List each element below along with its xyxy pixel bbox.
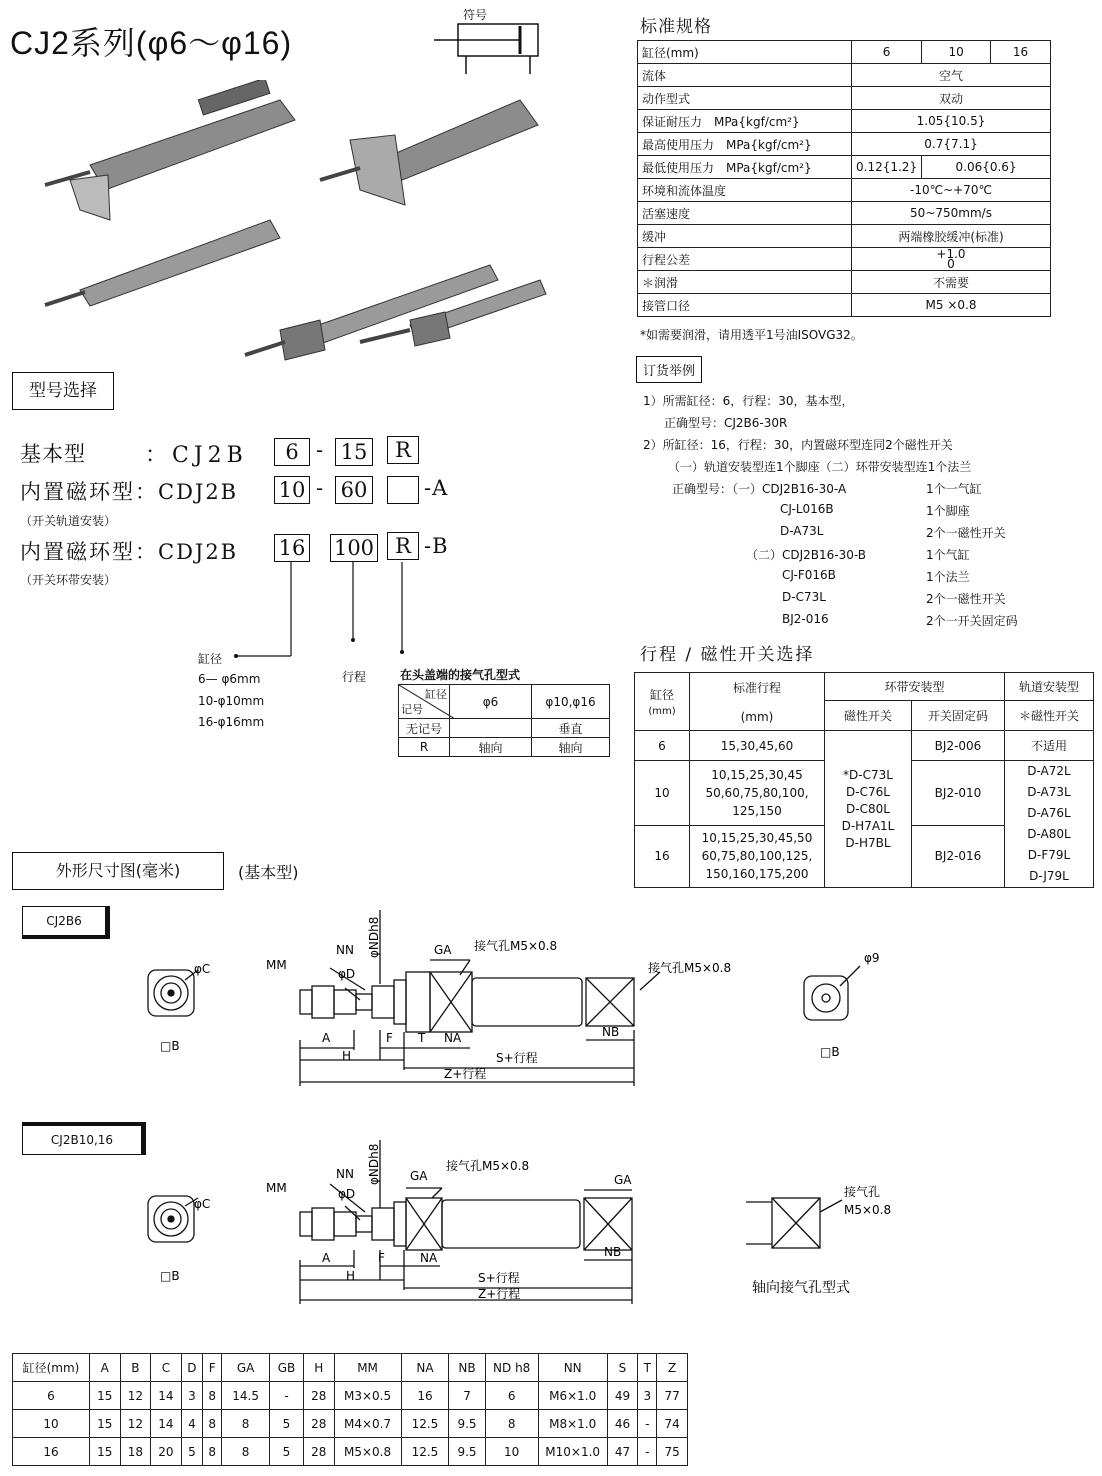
label-Z: Z+行程 xyxy=(478,1287,521,1301)
label-NDh8: φNDh8 xyxy=(367,1143,381,1185)
spec-heading: 标准规格 xyxy=(640,17,712,37)
bore-box-6: 6 xyxy=(274,438,310,466)
photo-cylinder-1 xyxy=(45,80,295,220)
order-line: 1个法兰 xyxy=(926,570,970,584)
dim-h: GA xyxy=(222,1354,270,1382)
order-line: D-C73L xyxy=(782,590,826,604)
sw-fix: BJ2-006 xyxy=(912,731,1005,761)
dash: - xyxy=(316,438,325,462)
dim-cell: 15 xyxy=(90,1410,121,1438)
dim-cell: - xyxy=(270,1382,304,1410)
drawing-cj2b6 xyxy=(0,900,1100,1110)
sw-h-stroke-text: 标准行程 xyxy=(732,681,781,695)
suffix-a: -A xyxy=(424,476,449,500)
spec-label: 行程公差 xyxy=(638,248,852,271)
sw-mag-list: *D-C73L D-C76L D-C80L D-H7A1L D-H7BL xyxy=(825,731,912,888)
order-heading: 订货举例 xyxy=(636,356,702,383)
dim-cell: 47 xyxy=(607,1438,638,1466)
dim-h: Z xyxy=(657,1354,688,1382)
dim-header-row xyxy=(13,1354,688,1382)
spec-row xyxy=(638,225,1051,248)
port-corner xyxy=(399,685,450,719)
side-view xyxy=(300,910,660,1086)
port-corner-top: 缸径 xyxy=(425,688,447,701)
dim-cell: 12 xyxy=(120,1382,151,1410)
axial-port-view xyxy=(746,1198,842,1248)
spec-label: ＊润滑 xyxy=(638,271,852,294)
label-T: T xyxy=(418,1031,426,1045)
sw-h-bore-unit: (mm) xyxy=(648,706,676,717)
dim-cell: 7 xyxy=(449,1382,485,1410)
dim-cell: 6 xyxy=(13,1382,90,1410)
spec-value: -10℃~+70℃ xyxy=(852,179,1051,202)
dim-h: NB xyxy=(449,1354,485,1382)
dim-cell: 10 xyxy=(485,1438,538,1466)
spec-label: 环境和流体温度 xyxy=(638,179,852,202)
dim-cell: 4 xyxy=(181,1410,202,1438)
label-GA-right: GA xyxy=(614,1173,632,1187)
sw-rail: 不适用 xyxy=(1005,731,1094,761)
label-B-right: □B xyxy=(820,1045,840,1059)
dim-cell: - xyxy=(638,1438,657,1466)
sw-rail-list: D-A72L D-A73L D-A76L D-A80L D-F79L D-J79L xyxy=(1005,761,1094,888)
port-cell: 垂直 xyxy=(532,719,610,738)
model-leader-lines xyxy=(220,560,420,670)
dim-cell: 12.5 xyxy=(401,1438,449,1466)
order-line: 1个气缸 xyxy=(926,548,970,562)
spec-label: 最低使用压力 MPa{kgf/cm²} xyxy=(638,156,852,179)
dim-cell: 14 xyxy=(151,1382,182,1410)
dim-h: F xyxy=(203,1354,222,1382)
dim-cell: M8×1.0 xyxy=(538,1410,607,1438)
label-axial-port1: 接气孔 xyxy=(844,1185,881,1199)
label-NN: NN xyxy=(336,1167,354,1181)
dimension-table xyxy=(12,1353,688,1466)
sw-bore: 10 xyxy=(635,761,690,826)
dim-cell: 16 xyxy=(13,1438,90,1466)
model-mag-note-b: （开关环带安装） xyxy=(20,573,117,587)
spec-row xyxy=(638,179,1051,202)
axial-caption: 轴向接气孔型式 xyxy=(752,1280,850,1296)
order-line: 1个脚座 xyxy=(926,504,970,518)
spec-row xyxy=(638,87,1051,110)
spec-value: 1.05{10.5} xyxy=(852,110,1051,133)
spec-header-16: 16 xyxy=(991,41,1051,64)
dim-cell: 46 xyxy=(607,1410,638,1438)
sw-fix: BJ2-010 xyxy=(912,761,1005,826)
label-S: S+行程 xyxy=(478,1271,520,1285)
label-phi9: φ9 xyxy=(864,951,880,965)
dim-cell: 28 xyxy=(303,1382,334,1410)
dim-cell: 3 xyxy=(638,1382,657,1410)
dim-cell: 8 xyxy=(203,1410,222,1438)
label-Z: Z+行程 xyxy=(444,1067,487,1081)
spec-label: 活塞速度 xyxy=(638,202,852,225)
dim-cell: 6 xyxy=(485,1382,538,1410)
dim-cell: 20 xyxy=(151,1438,182,1466)
stroke-box-100: 100 xyxy=(330,534,378,562)
spec-label: 最高使用压力 MPa{kgf/cm²} xyxy=(638,133,852,156)
dim-h: T xyxy=(638,1354,657,1382)
spec-row xyxy=(638,294,1051,317)
label-NB: NB xyxy=(602,1025,620,1039)
sw-bore: 16 xyxy=(635,825,690,888)
order-line: 正确型号：CJ2B6-30R xyxy=(664,416,788,430)
dim-h: GB xyxy=(270,1354,304,1382)
dim-cell: M3×0.5 xyxy=(334,1382,401,1410)
end-view-left xyxy=(148,970,198,1016)
spec-value: 50~750mm/s xyxy=(852,202,1051,225)
dim-h: B xyxy=(120,1354,151,1382)
model-heading: 型号选择 xyxy=(12,372,114,410)
sw-h-rail: 轨道安装型 xyxy=(1005,673,1094,701)
label-MM: MM xyxy=(266,958,287,972)
stroke-box-15: 15 xyxy=(335,438,373,466)
bore-label: 缸径 xyxy=(198,652,223,666)
dim-cell: 49 xyxy=(607,1382,638,1410)
dim-cell: 14 xyxy=(151,1410,182,1438)
sw-h-fix: 开关固定码 xyxy=(912,701,1005,731)
port-cell: 轴向 xyxy=(532,738,610,757)
drawing-cj2b10-16 xyxy=(0,1140,1100,1320)
dim-cell: 74 xyxy=(657,1410,688,1438)
label-B: □B xyxy=(160,1039,180,1053)
label-C: φC xyxy=(194,962,211,976)
drawing-basic-note: (基本型) xyxy=(238,863,299,882)
dim-h: S xyxy=(607,1354,638,1382)
bore-item: 16-φ16mm xyxy=(198,715,265,729)
bore-item: 6— φ6mm xyxy=(198,672,261,686)
end-view-left-2 xyxy=(148,1196,198,1242)
product-photos xyxy=(30,80,590,380)
tag-cj2b10-16: CJ2B10,16 xyxy=(22,1122,146,1155)
sw-h-stroke xyxy=(690,673,825,731)
spec-row xyxy=(638,202,1051,225)
dim-row-10 xyxy=(13,1410,688,1438)
spec-row xyxy=(638,156,1051,179)
dim-h: MM xyxy=(334,1354,401,1382)
dim-cell: 15 xyxy=(90,1438,121,1466)
order-line: CJ-L016B xyxy=(780,502,834,516)
port-cell: 轴向 xyxy=(450,738,532,757)
dim-cell: 3 xyxy=(181,1382,202,1410)
stroke-label: 行程 xyxy=(342,670,367,684)
order-line: BJ2-016 xyxy=(782,612,829,626)
sw-fix: BJ2-016 xyxy=(912,825,1005,888)
dim-cell: 28 xyxy=(303,1410,334,1438)
order-line: 2个一开关固定码 xyxy=(926,614,1018,628)
dim-cell: 14.5 xyxy=(222,1382,270,1410)
spec-value: 两端橡胶缓冲(标准) xyxy=(852,225,1051,248)
sw-h-bore xyxy=(635,673,690,731)
sw-h-rail-mag: ＊磁性开关 xyxy=(1005,701,1094,731)
switch-heading: 行程 / 磁性开关选择 xyxy=(640,645,815,665)
port-col2: φ10,φ16 xyxy=(532,685,610,719)
dim-cell: 77 xyxy=(657,1382,688,1410)
spec-label: 缓冲 xyxy=(638,225,852,248)
sw-stroke: 10,15,25,30,45 50,60,75,80,100, 125,150 xyxy=(690,761,825,826)
dim-cell: 5 xyxy=(270,1438,304,1466)
sw-h-mag: 磁性开关 xyxy=(825,701,912,731)
dim-cell: 75 xyxy=(657,1438,688,1466)
suffix-b: -B xyxy=(424,534,449,558)
label-port: 接气孔M5×0.8 xyxy=(446,1159,530,1173)
dim-h: A xyxy=(90,1354,121,1382)
spec-row xyxy=(638,248,1051,271)
label-MM: MM xyxy=(266,1181,287,1195)
dim-cell: 8 xyxy=(485,1410,538,1438)
label-port: 接气孔M5×0.8 xyxy=(474,939,558,953)
dim-h: D xyxy=(181,1354,202,1382)
dim-cell: 18 xyxy=(120,1438,151,1466)
dim-row-16 xyxy=(13,1438,688,1466)
port-box-empty xyxy=(387,476,419,504)
model-mag-note-a: （开关轨道安装） xyxy=(20,514,117,528)
spec-label: 动作型式 xyxy=(638,87,852,110)
dim-cell: 9.5 xyxy=(449,1438,485,1466)
spec-header-bore: 缸径(mm) xyxy=(638,41,852,64)
port-cell: R xyxy=(399,738,450,757)
dash: - xyxy=(316,476,325,500)
bore-box-10: 10 xyxy=(274,476,310,504)
spec-value: M5 ×0.8 xyxy=(852,294,1051,317)
port-cell: 无记号 xyxy=(399,719,450,738)
dim-h: C xyxy=(151,1354,182,1382)
dim-h: NN xyxy=(538,1354,607,1382)
spec-label: 流体 xyxy=(638,64,852,87)
order-line: 2个一磁性开关 xyxy=(926,592,1006,606)
label-H: H xyxy=(342,1049,352,1063)
dim-cell: 5 xyxy=(270,1410,304,1438)
dim-cell: 12 xyxy=(120,1410,151,1438)
spec-row xyxy=(638,110,1051,133)
sw-row xyxy=(635,731,1094,761)
order-line: 2个一磁性开关 xyxy=(926,526,1006,540)
tolerance-bottom: 0 xyxy=(947,257,955,271)
bore-item: 10-φ10mm xyxy=(198,694,265,708)
label-axial-port2: M5×0.8 xyxy=(844,1203,892,1217)
label-NA: NA xyxy=(444,1031,462,1045)
port-col1: φ6 xyxy=(450,685,532,719)
spec-header-row xyxy=(638,41,1051,64)
sw-h-bore-text: 缸径 xyxy=(649,688,674,702)
tag-cj2b6: CJ2B6 xyxy=(22,906,110,939)
model-basic-code: ：CJ2B xyxy=(145,443,248,468)
dim-cell: 10 xyxy=(13,1410,90,1438)
sw-h-band: 环带安装型 xyxy=(825,673,1005,701)
dim-cell: M5×0.8 xyxy=(334,1438,401,1466)
dim-cell: 8 xyxy=(203,1438,222,1466)
dim-cell: M10×1.0 xyxy=(538,1438,607,1466)
dim-h: ND h8 xyxy=(485,1354,538,1382)
label-NB: NB xyxy=(604,1245,622,1259)
dim-cell: 5 xyxy=(181,1438,202,1466)
label-F: F xyxy=(378,1251,385,1265)
spec-label: 保证耐压力 MPa{kgf/cm²} xyxy=(638,110,852,133)
sw-stroke: 10,15,25,30,45,50 60,75,80,100,125, 150,160,175,200 xyxy=(690,825,825,888)
label-C: φC xyxy=(194,1197,211,1211)
label-port-2: 接气孔M5×0.8 xyxy=(648,961,732,975)
port-box-r: R xyxy=(387,436,419,464)
spec-label: 接管口径 xyxy=(638,294,852,317)
spec-row xyxy=(638,133,1051,156)
spec-row xyxy=(638,64,1051,87)
label-H: H xyxy=(346,1269,356,1283)
photo-cylinder-2 xyxy=(320,100,538,205)
photo-cylinder-3 xyxy=(45,220,280,306)
dim-h: H xyxy=(303,1354,334,1382)
label-D: φD xyxy=(338,1187,356,1201)
model-mag-label-b: 内置磁环型：CDJ2B xyxy=(20,540,239,564)
symbol-label: 符号 xyxy=(463,8,488,22)
dim-cell: 9.5 xyxy=(449,1410,485,1438)
dim-h: NA xyxy=(401,1354,449,1382)
port-box-r2: R xyxy=(387,532,419,560)
spec-value xyxy=(852,248,1051,271)
end-view-right xyxy=(804,966,860,1020)
dim-cell: 16 xyxy=(401,1382,449,1410)
sw-bore: 6 xyxy=(635,731,690,761)
label-S: S+行程 xyxy=(496,1051,538,1065)
order-line: （二）CDJ2B16-30-B xyxy=(746,548,867,562)
label-NN: NN xyxy=(336,943,354,957)
port-corner-bottom: 记号 xyxy=(401,703,423,716)
label-F: F xyxy=(386,1031,393,1045)
dim-row-6 xyxy=(13,1382,688,1410)
dim-cell: 15 xyxy=(90,1382,121,1410)
port-table xyxy=(398,684,610,757)
dim-cell: M4×0.7 xyxy=(334,1410,401,1438)
drawing-heading: 外形尺寸图(毫米) xyxy=(12,852,224,890)
sw-stroke: 15,30,45,60 xyxy=(690,731,825,761)
order-line: 1个一气缸 xyxy=(926,482,982,496)
switch-table xyxy=(634,672,1094,888)
order-line: CJ-F016B xyxy=(782,568,836,582)
port-cell xyxy=(450,719,532,738)
spec-value: 不需要 xyxy=(852,271,1051,294)
dim-cell: - xyxy=(638,1410,657,1438)
spec-header-6: 6 xyxy=(852,41,922,64)
dim-cell: M6×1.0 xyxy=(538,1382,607,1410)
spec-row xyxy=(638,271,1051,294)
dim-cell: 8 xyxy=(203,1382,222,1410)
label-GA: GA xyxy=(410,1169,428,1183)
label-A: A xyxy=(322,1251,331,1265)
label-NA: NA xyxy=(420,1251,438,1265)
spec-header-10: 10 xyxy=(922,41,991,64)
dim-cell: 8 xyxy=(222,1410,270,1438)
order-line: 1）所需缸径：6，行程：30，基本型， xyxy=(643,394,854,408)
port-title: 在头盖端的接气孔型式 xyxy=(400,668,521,682)
dim-cell: 12.5 xyxy=(401,1410,449,1438)
tolerance-top: +1.0 xyxy=(936,247,966,261)
spec-value-10-16: 0.06{0.6} xyxy=(922,156,1051,179)
cylinder-symbol xyxy=(430,18,550,78)
label-D: φD xyxy=(338,967,356,981)
spec-note: *如需要润滑，请用透平1号油ISOVG32。 xyxy=(640,328,863,342)
order-line: 正确型号：（一）CDJ2B16-30-A xyxy=(672,482,847,496)
spec-table xyxy=(637,40,1051,317)
bore-box-16: 16 xyxy=(274,534,310,562)
order-line: （一）轨道安装型连1个脚座（二）环带安装型连1个法兰 xyxy=(668,460,972,474)
label-B: □B xyxy=(160,1269,180,1283)
spec-value: 空气 xyxy=(852,64,1051,87)
spec-value: 双动 xyxy=(852,87,1051,110)
spec-value-6: 0.12{1.2} xyxy=(852,156,922,179)
dim-cell: 28 xyxy=(303,1438,334,1466)
stroke-box-60: 60 xyxy=(335,476,373,504)
page-title: CJ2系列(φ6～φ16) xyxy=(10,25,293,61)
label-NDh8: φNDh8 xyxy=(367,916,381,958)
sw-h-stroke-unit: (mm) xyxy=(740,710,774,724)
order-line: 2）所缸径：16，行程：30，内置磁环型连同2个磁性开关 xyxy=(643,438,953,452)
model-basic-label: 基本型 xyxy=(20,442,86,466)
order-line: D-A73L xyxy=(780,524,824,538)
model-mag-label-a: 内置磁环型：CDJ2B xyxy=(20,480,239,504)
label-GA: GA xyxy=(434,943,452,957)
spec-value: 0.7{7.1} xyxy=(852,133,1051,156)
dim-cell: 8 xyxy=(222,1438,270,1466)
label-A: A xyxy=(322,1031,331,1045)
dim-h: 缸径(mm) xyxy=(13,1354,90,1382)
